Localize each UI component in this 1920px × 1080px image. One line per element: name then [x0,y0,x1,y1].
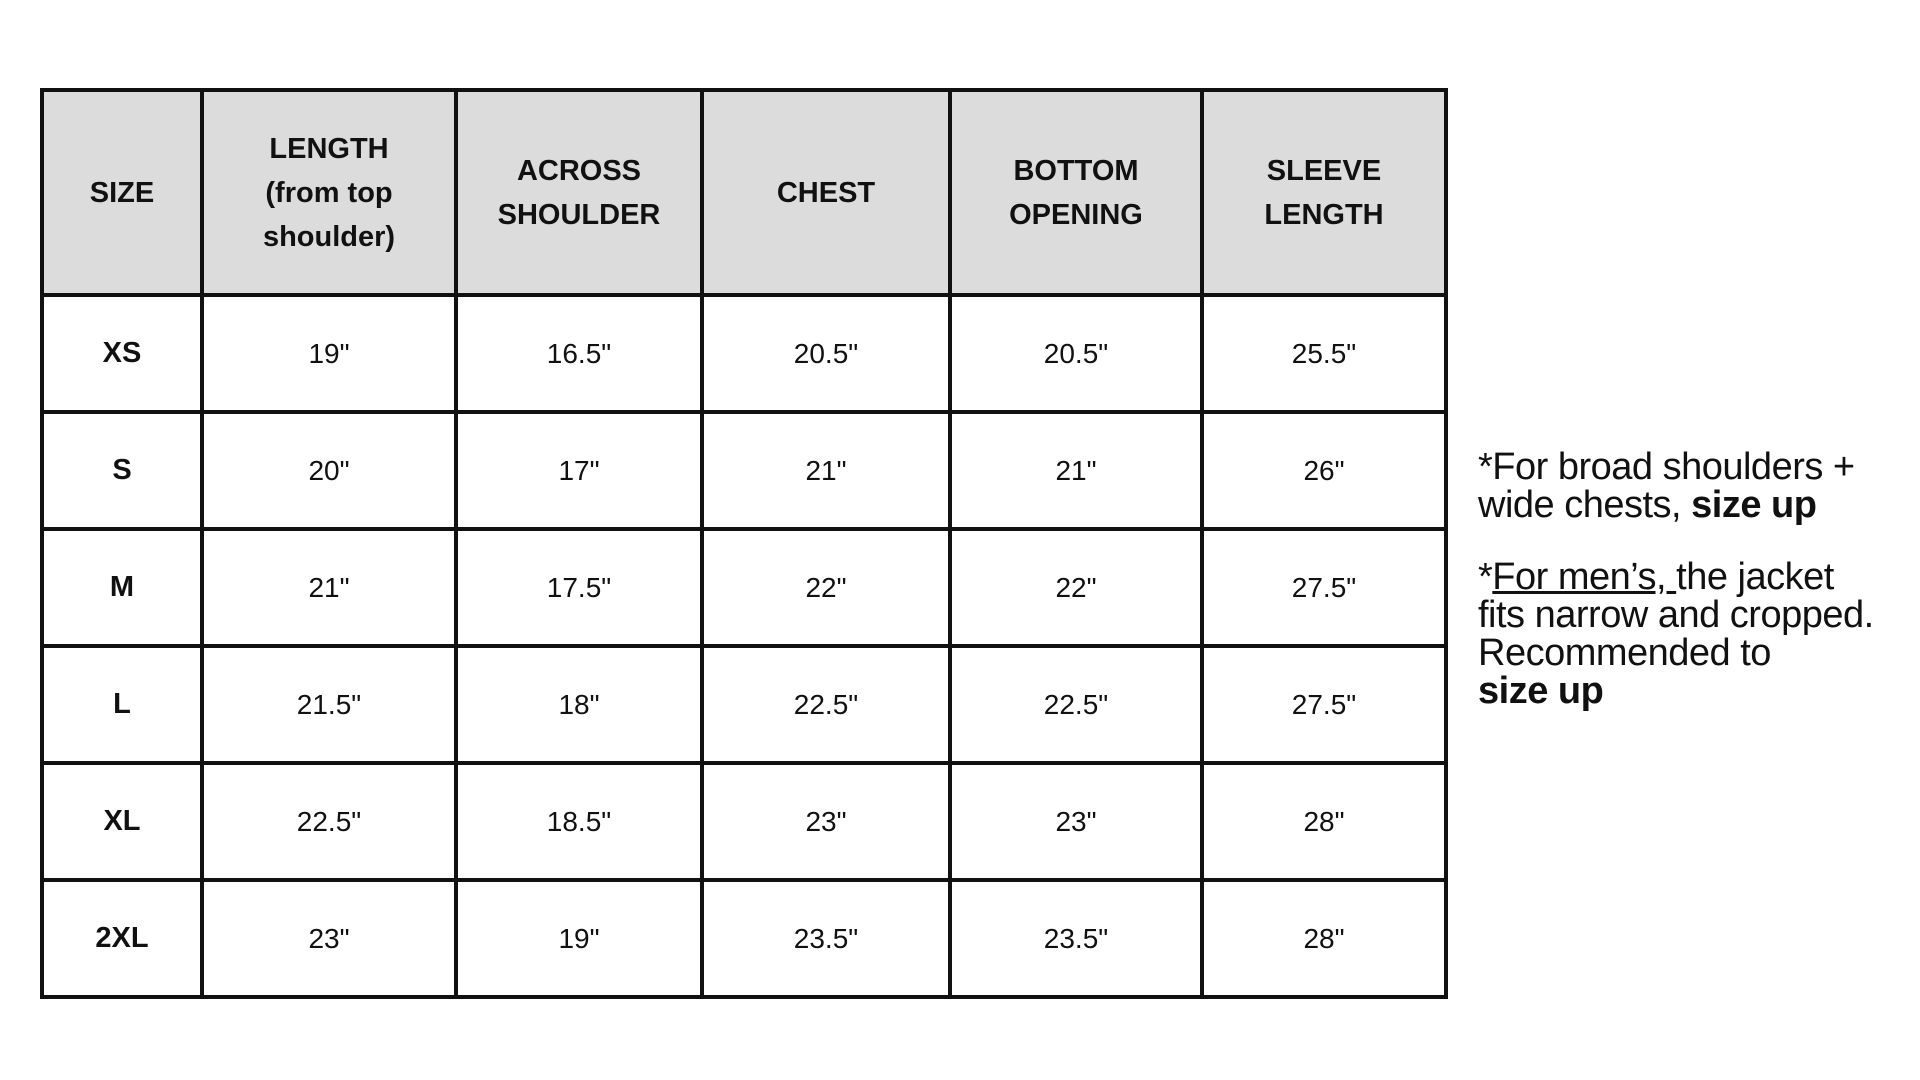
size-up-emphasis: size up [1478,670,1604,712]
header-bottom-opening: BOTTOM OPENING [950,90,1202,295]
header-chest: CHEST [702,90,950,295]
bottom-opening-cell: 23" [950,763,1202,880]
chest-cell: 23" [702,763,950,880]
across-shoulder-cell: 17" [456,412,702,529]
sleeve-length-cell: 27.5" [1202,646,1446,763]
bottom-opening-cell: 22" [950,529,1202,646]
sleeve-length-cell: 27.5" [1202,529,1446,646]
bottom-opening-cell: 22.5" [950,646,1202,763]
table-row [42,295,1446,412]
length-cell: 19" [202,295,456,412]
header-length: LENGTH (from top shoulder) [202,90,456,295]
chest-cell: 22" [702,529,950,646]
broad-shoulders-note [1478,448,1908,524]
length-cell: 20" [202,412,456,529]
note-text: fits narrow and cropped. [1478,594,1874,636]
across-shoulder-cell: 18.5" [456,763,702,880]
mens-fit-note [1478,558,1908,710]
sleeve-length-cell: 25.5" [1202,295,1446,412]
length-cell: 21" [202,529,456,646]
note-asterisk: * [1478,556,1493,598]
across-shoulder-cell: 18" [456,646,702,763]
header-across-shoulder: ACROSS SHOULDER [456,90,702,295]
chest-cell: 20.5" [702,295,950,412]
chest-cell: 21" [702,412,950,529]
size-cell: 2XL [42,880,202,997]
table-header-row [42,90,1446,295]
size-chart-table [40,88,1448,999]
note-text: Recommended to [1478,632,1771,674]
across-shoulder-cell: 16.5" [456,295,702,412]
header-sleeve-length: SLEEVE LENGTH [1202,90,1446,295]
header-size: SIZE [42,90,202,295]
note-text: the jacket [1676,556,1834,598]
table-row [42,880,1446,997]
size-cell: S [42,412,202,529]
mens-underlined-text: For men’s, [1492,556,1677,598]
size-cell: L [42,646,202,763]
across-shoulder-cell: 17.5" [456,529,702,646]
chest-cell: 23.5" [702,880,950,997]
sleeve-length-cell: 26" [1202,412,1446,529]
length-cell: 22.5" [202,763,456,880]
across-shoulder-cell: 19" [456,880,702,997]
size-cell: XL [42,763,202,880]
bottom-opening-cell: 23.5" [950,880,1202,997]
bottom-opening-cell: 21" [950,412,1202,529]
sleeve-length-cell: 28" [1202,763,1446,880]
table-row [42,412,1446,529]
size-cell: M [42,529,202,646]
size-up-emphasis: size up [1691,484,1817,526]
size-cell: XS [42,295,202,412]
note-text: wide chests, [1478,484,1692,526]
length-cell: 23" [202,880,456,997]
table-row [42,529,1446,646]
length-cell: 21.5" [202,646,456,763]
table-row [42,763,1446,880]
sleeve-length-cell: 28" [1202,880,1446,997]
bottom-opening-cell: 20.5" [950,295,1202,412]
fit-notes [1478,448,1908,744]
note-text: *For broad shoulders + [1478,446,1855,488]
chest-cell: 22.5" [702,646,950,763]
table-row [42,646,1446,763]
